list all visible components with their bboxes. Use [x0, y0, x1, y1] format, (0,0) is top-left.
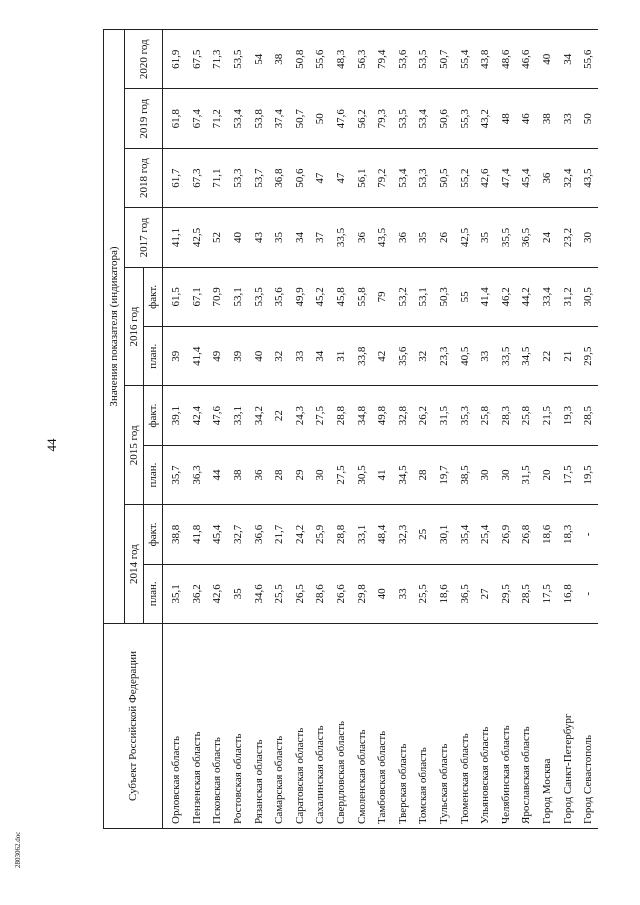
value-cell: 43,5 — [372, 208, 393, 267]
value-cell: 21,5 — [537, 386, 558, 445]
value-cell: 36,6 — [248, 505, 269, 564]
value-cell: 20 — [537, 445, 558, 504]
value-cell: 49,8 — [372, 386, 393, 445]
value-cell: 34,6 — [248, 564, 269, 623]
value-cell: 50,3 — [434, 267, 455, 326]
subject-name-cell: Саратовская область — [290, 624, 311, 829]
value-cell: 30,1 — [434, 505, 455, 564]
value-cell: 33 — [290, 327, 311, 386]
value-cell: 41 — [372, 445, 393, 504]
value-cell: 33,1 — [228, 386, 249, 445]
page-number: 44 — [44, 438, 59, 452]
value-cell: 23,3 — [434, 327, 455, 386]
value-cell: 29,5 — [496, 564, 517, 623]
value-cell: 18,6 — [434, 564, 455, 623]
value-cell: 16,8 — [557, 564, 578, 623]
table-row — [578, 30, 599, 829]
value-cell: 19,7 — [434, 445, 455, 504]
value-cell: 28,3 — [496, 386, 517, 445]
value-cell: 33,8 — [351, 327, 372, 386]
value-cell: 34 — [557, 30, 578, 89]
table-row — [228, 30, 249, 829]
value-cell: 24 — [537, 208, 558, 267]
year-header-2019: 2019 год — [125, 89, 163, 148]
value-cell: 67,3 — [187, 148, 208, 207]
value-cell: 35,6 — [269, 267, 290, 326]
value-cell: 25,8 — [516, 386, 537, 445]
value-cell: 39,1 — [163, 386, 187, 445]
subject-name-cell: Орловская область — [163, 624, 187, 829]
value-cell: 26 — [434, 208, 455, 267]
subject-name-cell: Смоленская область — [351, 624, 372, 829]
value-cell: 53,5 — [393, 89, 414, 148]
value-cell: 47 — [310, 148, 331, 207]
table-row — [413, 30, 434, 829]
value-cell: 28,5 — [516, 564, 537, 623]
value-cell: 26,9 — [496, 505, 517, 564]
value-cell: 36 — [351, 208, 372, 267]
table-row — [496, 30, 517, 829]
value-cell: 50,7 — [290, 89, 311, 148]
value-cell: 55,6 — [310, 30, 331, 89]
value-cell: 32,7 — [228, 505, 249, 564]
value-cell: 55,6 — [578, 30, 599, 89]
value-cell: 25,9 — [310, 505, 331, 564]
value-cell: 53,2 — [393, 267, 414, 326]
value-cell: 50 — [578, 89, 599, 148]
value-cell: 45,4 — [516, 148, 537, 207]
table-row — [475, 30, 496, 829]
subject-name-cell: Тверская область — [393, 624, 414, 829]
value-cell: 42,6 — [475, 148, 496, 207]
value-cell: 31 — [331, 327, 352, 386]
value-cell: 53,5 — [228, 30, 249, 89]
value-cell: 48,6 — [496, 30, 517, 89]
table-row — [269, 30, 290, 829]
fact-header: факт. — [144, 505, 163, 564]
value-cell: 45,8 — [331, 267, 352, 326]
value-cell: 42,4 — [187, 386, 208, 445]
value-cell: 49 — [207, 327, 228, 386]
value-cell: 27,5 — [331, 445, 352, 504]
value-cell: 29,5 — [578, 327, 599, 386]
subject-name-cell: Томская область — [413, 624, 434, 829]
value-cell: 42 — [372, 327, 393, 386]
value-cell: 22 — [537, 327, 558, 386]
value-cell: 79 — [372, 267, 393, 326]
value-cell: 36,3 — [187, 445, 208, 504]
table-row — [207, 30, 228, 829]
value-cell: 37,4 — [269, 89, 290, 148]
value-cell: 53,3 — [228, 148, 249, 207]
table-row — [454, 30, 475, 829]
subject-name-cell: Рязанская область — [248, 624, 269, 829]
value-cell: 30 — [496, 445, 517, 504]
value-cell: 36 — [393, 208, 414, 267]
value-cell: 34,8 — [351, 386, 372, 445]
fact-header: факт. — [144, 267, 163, 326]
value-cell: 53,5 — [248, 267, 269, 326]
value-cell: 56,1 — [351, 148, 372, 207]
value-cell: 33 — [393, 564, 414, 623]
value-cell: 67,4 — [187, 89, 208, 148]
value-cell: 53,3 — [413, 148, 434, 207]
value-cell: 43,8 — [475, 30, 496, 89]
value-cell: 35 — [475, 208, 496, 267]
value-cell: 79,4 — [372, 30, 393, 89]
value-cell: 40 — [537, 30, 558, 89]
value-cell: 24,2 — [290, 505, 311, 564]
value-cell: 18,3 — [557, 505, 578, 564]
table-body — [163, 30, 599, 829]
value-cell: 31,5 — [516, 445, 537, 504]
value-cell: 21,7 — [269, 505, 290, 564]
value-cell: 32,4 — [557, 148, 578, 207]
value-cell: 61,8 — [163, 89, 187, 148]
subject-name-cell: Свердловская область — [331, 624, 352, 829]
values-header: Значения показателя (индикатора) — [104, 30, 125, 624]
table-row — [187, 30, 208, 829]
value-cell: 42,5 — [187, 208, 208, 267]
subject-name-cell: Ярославская область — [516, 624, 537, 829]
value-cell: 48,3 — [331, 30, 352, 89]
value-cell: 50,7 — [434, 30, 455, 89]
value-cell: 50,6 — [434, 89, 455, 148]
value-cell: 31,2 — [557, 267, 578, 326]
value-cell: 79,2 — [372, 148, 393, 207]
value-cell: 44,2 — [516, 267, 537, 326]
value-cell: - — [578, 505, 599, 564]
value-cell: 71,1 — [207, 148, 228, 207]
value-cell: 50,5 — [434, 148, 455, 207]
value-cell: 36,5 — [516, 208, 537, 267]
value-cell: 32,3 — [393, 505, 414, 564]
value-cell: 35 — [269, 208, 290, 267]
value-cell: 26,6 — [331, 564, 352, 623]
value-cell: - — [578, 564, 599, 623]
subject-name-cell: Ростовская область — [228, 624, 249, 829]
value-cell: 23,2 — [557, 208, 578, 267]
value-cell: 26,8 — [516, 505, 537, 564]
table-row — [248, 30, 269, 829]
value-cell: 36 — [248, 445, 269, 504]
subject-name-cell: Город Санкт-Петербург — [557, 624, 578, 829]
value-cell: 35 — [228, 564, 249, 623]
value-cell: 40,5 — [454, 327, 475, 386]
value-cell: 34,2 — [248, 386, 269, 445]
value-cell: 32 — [269, 327, 290, 386]
value-cell: 39 — [163, 327, 187, 386]
value-cell: 49,9 — [290, 267, 311, 326]
value-cell: 35,1 — [163, 564, 187, 623]
value-cell: 34 — [290, 208, 311, 267]
subject-name-cell: Город Москва — [537, 624, 558, 829]
subject-header: Субъект Российской Федерации — [104, 624, 163, 829]
subject-name-cell: Сахалинская область — [310, 624, 331, 829]
value-cell: 40 — [372, 564, 393, 623]
value-cell: 53,4 — [393, 148, 414, 207]
table-row — [163, 30, 187, 829]
value-cell: 30 — [310, 445, 331, 504]
value-cell: 35,5 — [496, 208, 517, 267]
value-cell: 28,6 — [310, 564, 331, 623]
value-cell: 41,4 — [187, 327, 208, 386]
value-cell: 61,9 — [163, 30, 187, 89]
value-cell: 17,5 — [537, 564, 558, 623]
value-cell: 53,5 — [413, 30, 434, 89]
value-cell: 43 — [248, 208, 269, 267]
value-cell: 71,2 — [207, 89, 228, 148]
year-header-2017: 2017 год — [125, 208, 163, 267]
value-cell: 31,5 — [434, 386, 455, 445]
value-cell: 29,8 — [351, 564, 372, 623]
indicator-table — [103, 29, 598, 829]
value-cell: 25,4 — [475, 505, 496, 564]
table-row — [290, 30, 311, 829]
year-header-2015: 2015 год — [125, 386, 144, 505]
value-cell: 42,5 — [454, 208, 475, 267]
value-cell: 34 — [310, 327, 331, 386]
value-cell: 28,8 — [331, 386, 352, 445]
value-cell: 61,7 — [163, 148, 187, 207]
value-cell: 46,2 — [496, 267, 517, 326]
value-cell: 42,6 — [207, 564, 228, 623]
value-cell: 33,5 — [496, 327, 517, 386]
value-cell: 67,5 — [187, 30, 208, 89]
subject-name-cell: Тюменская область — [454, 624, 475, 829]
year-header-2014: 2014 год — [125, 505, 144, 624]
value-cell: 30,5 — [351, 445, 372, 504]
subject-name-cell: Тамбовская область — [372, 624, 393, 829]
fact-header: факт. — [144, 386, 163, 445]
table-row — [310, 30, 331, 829]
value-cell: 36,8 — [269, 148, 290, 207]
subject-name-cell: Псковская область — [207, 624, 228, 829]
value-cell: 35,6 — [393, 327, 414, 386]
value-cell: 35,7 — [163, 445, 187, 504]
value-cell: 44 — [207, 445, 228, 504]
value-cell: 26,5 — [290, 564, 311, 623]
value-cell: 40 — [248, 327, 269, 386]
value-cell: 55 — [454, 267, 475, 326]
value-cell: 25,5 — [269, 564, 290, 623]
value-cell: 45,2 — [310, 267, 331, 326]
value-cell: 79,3 — [372, 89, 393, 148]
value-cell: 34,5 — [393, 445, 414, 504]
value-cell: 33 — [557, 89, 578, 148]
value-cell: 17,5 — [557, 445, 578, 504]
value-cell: 21 — [557, 327, 578, 386]
value-cell: 46 — [516, 89, 537, 148]
value-cell: 39 — [228, 327, 249, 386]
value-cell: 36 — [537, 148, 558, 207]
value-cell: 35 — [413, 208, 434, 267]
value-cell: 30 — [475, 445, 496, 504]
value-cell: 43,2 — [475, 89, 496, 148]
value-cell: 26,2 — [413, 386, 434, 445]
value-cell: 55,2 — [454, 148, 475, 207]
value-cell: 41,4 — [475, 267, 496, 326]
value-cell: 53,1 — [413, 267, 434, 326]
value-cell: 70,9 — [207, 267, 228, 326]
table-row — [393, 30, 414, 829]
table-row — [537, 30, 558, 829]
value-cell: 50,6 — [290, 148, 311, 207]
value-cell: 25,8 — [475, 386, 496, 445]
value-cell: 71,3 — [207, 30, 228, 89]
year-header-2016: 2016 год — [125, 267, 144, 386]
value-cell: 41,8 — [187, 505, 208, 564]
table-row — [516, 30, 537, 829]
value-cell: 30,5 — [578, 267, 599, 326]
subject-name-cell: Челябинская область — [496, 624, 517, 829]
value-cell: 46,6 — [516, 30, 537, 89]
table-row — [557, 30, 578, 829]
value-cell: 19,5 — [578, 445, 599, 504]
value-cell: 50 — [310, 89, 331, 148]
value-cell: 36,2 — [187, 564, 208, 623]
value-cell: 53,8 — [248, 89, 269, 148]
value-cell: 48 — [496, 89, 517, 148]
value-cell: 37 — [310, 208, 331, 267]
value-cell: 55,3 — [454, 89, 475, 148]
rotated-table-container — [103, 29, 633, 829]
value-cell: 40 — [228, 208, 249, 267]
value-cell: 27 — [475, 564, 496, 623]
table-row — [331, 30, 352, 829]
value-cell: 67,1 — [187, 267, 208, 326]
value-cell: 35,4 — [454, 505, 475, 564]
value-cell: 33,1 — [351, 505, 372, 564]
value-cell: 55,8 — [351, 267, 372, 326]
value-cell: 48,4 — [372, 505, 393, 564]
subject-name-cell: Ульяновская область — [475, 624, 496, 829]
value-cell: 28 — [269, 445, 290, 504]
value-cell: 53,4 — [413, 89, 434, 148]
year-header-2020: 2020 год — [125, 30, 163, 89]
value-cell: 53,6 — [393, 30, 414, 89]
value-cell: 25 — [413, 505, 434, 564]
value-cell: 38,8 — [163, 505, 187, 564]
value-cell: 32 — [413, 327, 434, 386]
subject-name-cell: Самарская область — [269, 624, 290, 829]
table-row — [351, 30, 372, 829]
value-cell: 53,7 — [248, 148, 269, 207]
value-cell: 33,4 — [537, 267, 558, 326]
value-cell: 41,1 — [163, 208, 187, 267]
value-cell: 61,5 — [163, 267, 187, 326]
value-cell: 35,3 — [454, 386, 475, 445]
value-cell: 55,4 — [454, 30, 475, 89]
value-cell: 36,5 — [454, 564, 475, 623]
value-cell: 52 — [207, 208, 228, 267]
subject-name-cell: Город Севастополь — [578, 624, 599, 829]
value-cell: 33 — [475, 327, 496, 386]
plan-header: план. — [144, 327, 163, 386]
value-cell: 38,5 — [454, 445, 475, 504]
value-cell: 28 — [413, 445, 434, 504]
plan-header: план. — [144, 564, 163, 623]
value-cell: 33,5 — [331, 208, 352, 267]
table-row — [434, 30, 455, 829]
value-cell: 25,5 — [413, 564, 434, 623]
plan-header: план. — [144, 445, 163, 504]
value-cell: 34,5 — [516, 327, 537, 386]
value-cell: 53,1 — [228, 267, 249, 326]
subject-name-cell: Тульская область — [434, 624, 455, 829]
value-cell: 47,6 — [331, 89, 352, 148]
value-cell: 53,4 — [228, 89, 249, 148]
value-cell: 22 — [269, 386, 290, 445]
value-cell: 28,5 — [578, 386, 599, 445]
value-cell: 24,3 — [290, 386, 311, 445]
value-cell: 45,4 — [207, 505, 228, 564]
value-cell: 19,3 — [557, 386, 578, 445]
value-cell: 54 — [248, 30, 269, 89]
value-cell: 27,5 — [310, 386, 331, 445]
value-cell: 38 — [269, 30, 290, 89]
value-cell: 38 — [537, 89, 558, 148]
subject-name-cell: Пензенская область — [187, 624, 208, 829]
value-cell: 56,3 — [351, 30, 372, 89]
footer-doc-id: 2803062.doc — [14, 831, 22, 868]
value-cell: 47,6 — [207, 386, 228, 445]
value-cell: 43,5 — [578, 148, 599, 207]
value-cell: 18,6 — [537, 505, 558, 564]
value-cell: 50,8 — [290, 30, 311, 89]
value-cell: 29 — [290, 445, 311, 504]
value-cell: 30 — [578, 208, 599, 267]
value-cell: 32,8 — [393, 386, 414, 445]
value-cell: 47 — [331, 148, 352, 207]
value-cell: 56,2 — [351, 89, 372, 148]
year-header-2018: 2018 год — [125, 148, 163, 207]
value-cell: 47,4 — [496, 148, 517, 207]
value-cell: 38 — [228, 445, 249, 504]
value-cell: 28,8 — [331, 505, 352, 564]
table-row — [372, 30, 393, 829]
